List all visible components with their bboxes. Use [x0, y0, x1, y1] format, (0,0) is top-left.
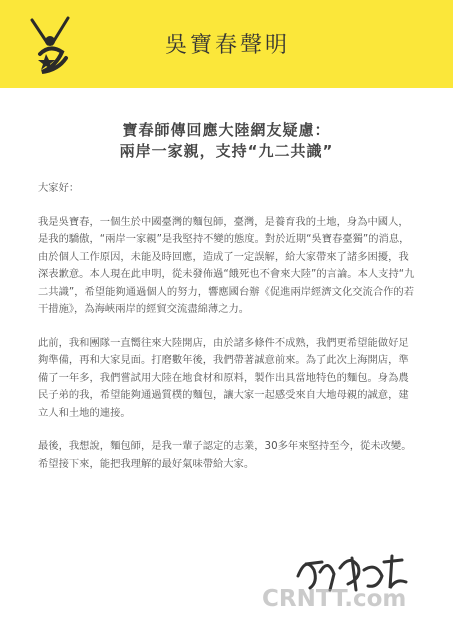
headline-line-1: 寶春師傳回應大陸網友疑慮： — [122, 121, 331, 139]
watermark: CRNTT.com — [262, 586, 407, 612]
page-title: 吳寶春聲明 — [165, 33, 291, 58]
paragraph-2: 此前，我和團隊一直嚮往來大陸開店，由於諸多條件不成熟，我們更希望能做好足夠準備，再和大家見面。打磨數年後，我們帶著誠意前來。為了此次上海開店，準備了一年多，我們嘗試用大陸在地食材和原料，製作出具當地特色的麵包。身為農民子弟的我，希望能夠通過質樸的麵包，讓大家一起感受來自大地母親的誠意，建立人和土地的連接。 — [38, 336, 409, 419]
star-person-icon — [28, 14, 74, 78]
paragraph-1: 我是吳寶春，一個生於中國臺灣的麵包師，臺灣，是養育我的土地，身為中國人，是我的驕傲，“兩岸一家親”是我堅持不變的態度。對於近期“吳寶春臺獨”的消息，由於個人工作原因，未能及時回應，造成了一定誤解，給大家帶來了諸多困擾，我深表歉意。本人現在此申明，從未發佈過“餓死也不會來大陸”的言論。本人支持“九二共識”，希望能夠通過個人的努力，響應國台辦《促進兩岸經濟文化交流合作的若干措施》，為海峽兩岸的經貿交流盡綿薄之力。 — [38, 215, 415, 315]
statement-body — [38, 180, 416, 489]
paragraph-3: 最後，我想說，麵包師，是我一輩子認定的志業，30多年來堅持至今，從未改變。希望接下來，能把我理解的最好氣味帶給大家。 — [38, 440, 412, 470]
headline-line-2: 兩岸一家親，支持“九二共識” — [119, 142, 334, 160]
greeting: 大家好： — [38, 182, 80, 194]
brand-logo — [22, 6, 82, 80]
headline — [0, 120, 453, 162]
header-banner — [0, 0, 453, 88]
